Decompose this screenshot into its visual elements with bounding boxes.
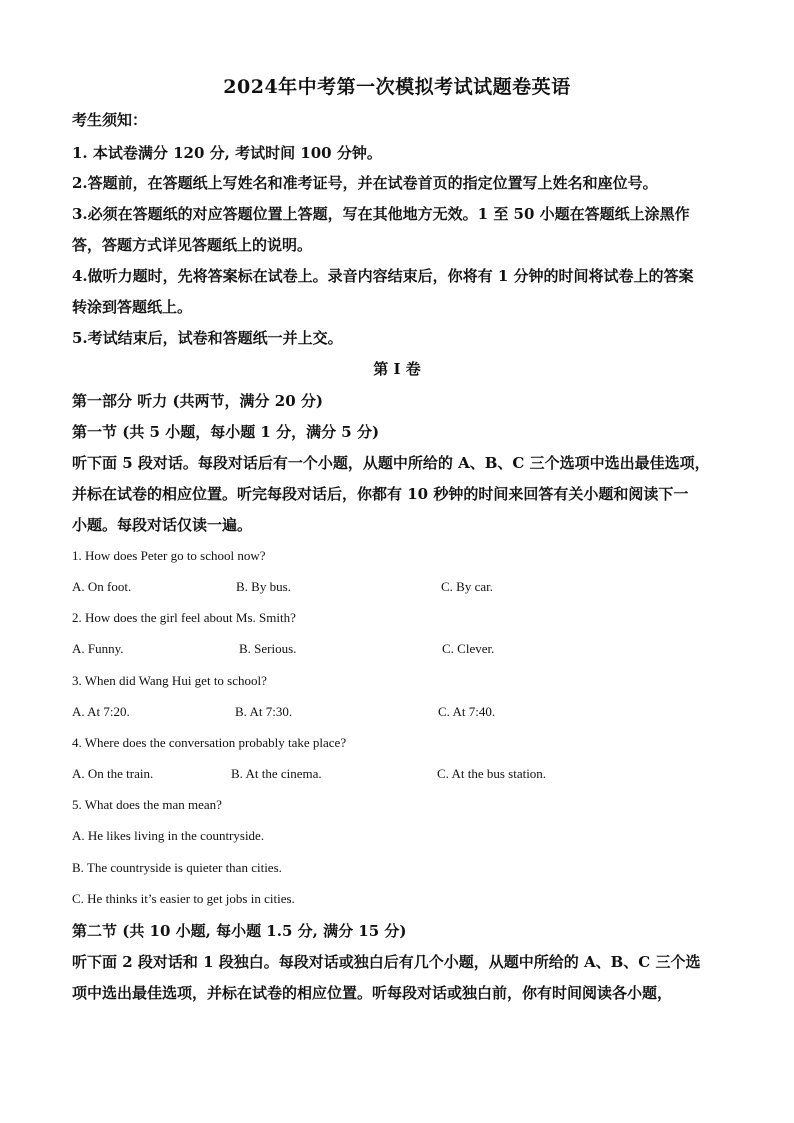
volume-heading: 第 I 卷 (373, 360, 421, 378)
option-a: A. He likes living in the countryside. (72, 828, 265, 843)
section1-heading: 第一节 (共 5 小题，每小题 1 分，满分 5 分) (72, 423, 380, 441)
option-c: C. At the bus station. (437, 766, 547, 781)
option-c: C. He thinks it’s easier to get jobs in cities. (72, 891, 295, 906)
option-b: B. At the cinema. (231, 766, 322, 781)
option-a: A. On the train. (72, 766, 154, 781)
section2-instruction: 听下面 2 段对话和 1 段独白。每段对话或独白后有几个小题，从题中所给的 A、B、C 三个选 (72, 953, 701, 971)
question-5: 5. What does the man mean? (72, 797, 222, 812)
section1-instruction: 小题。每段对话仅读一遍。 (72, 516, 253, 534)
option-a: A. At 7:20. (72, 704, 130, 719)
notice-item: 2.答题前，在答题纸上写姓名和准考证号，并在试卷首页的指定位置写上姓名和座位号。 (72, 174, 658, 192)
section2-heading: 第二节 (共 10 小题, 每小题 1.5 分, 满分 15 分) (72, 922, 407, 940)
section1-instruction: 听下面 5 段对话。每段对话后有一个小题，从题中所给的 A、B、C 三个选项中选出最佳选项， (72, 454, 710, 472)
question-3: 3. When did Wang Hui get to school? (72, 673, 267, 688)
notice-item: 转涂到答题纸上。 (72, 298, 193, 316)
option-b: B. By bus. (236, 579, 291, 594)
option-a: A. On foot. (72, 579, 132, 594)
question-1: 1. How does Peter go to school now? (72, 548, 266, 563)
notice-heading: 考生须知： (72, 111, 148, 129)
question-2: 2. How does the girl feel about Ms. Smith? (72, 610, 296, 625)
section2-instruction: 项中选出最佳选项，并标在试卷的相应位置。听每段对话或独白前，你有时间阅读各小题， (72, 984, 673, 1002)
option-a: A. Funny. (72, 641, 124, 656)
notice-item: 5.考试结束后，试卷和答题纸一并上交。 (72, 329, 343, 347)
question-4: 4. Where does the conversation probably take place? (72, 735, 347, 750)
exam-title: 2024年中考第一次模拟考试试题卷英语 (223, 76, 571, 98)
notice-item: 1. 本试卷满分 120 分, 考试时间 100 分钟。 (72, 144, 382, 162)
option-c: C. At 7:40. (438, 704, 496, 719)
option-c: C. Clever. (442, 641, 495, 656)
part1-heading: 第一部分 听力 (共两节，满分 20 分) (72, 392, 323, 410)
notice-item: 答，答题方式详见答题纸上的说明。 (72, 236, 313, 254)
section1-instruction: 并标在试卷的相应位置。听完每段对话后，你都有 10 秒钟的时间来回答有关小题和阅读下一 (72, 485, 689, 503)
option-c: C. By car. (441, 579, 493, 594)
option-b: B. At 7:30. (235, 704, 293, 719)
notice-item: 3.必须在答题纸的对应答题位置上答题，写在其他地方无效。1 至 50 小题在答题纸上涂黑作 (72, 205, 690, 223)
option-b: B. Serious. (239, 641, 297, 656)
notice-item: 4.做听力题时，先将答案标在试卷上。录音内容结束后，你将有 1 分钟的时间将试卷上的答案 (72, 267, 694, 285)
option-b: B. The countryside is quieter than cities. (72, 860, 282, 875)
